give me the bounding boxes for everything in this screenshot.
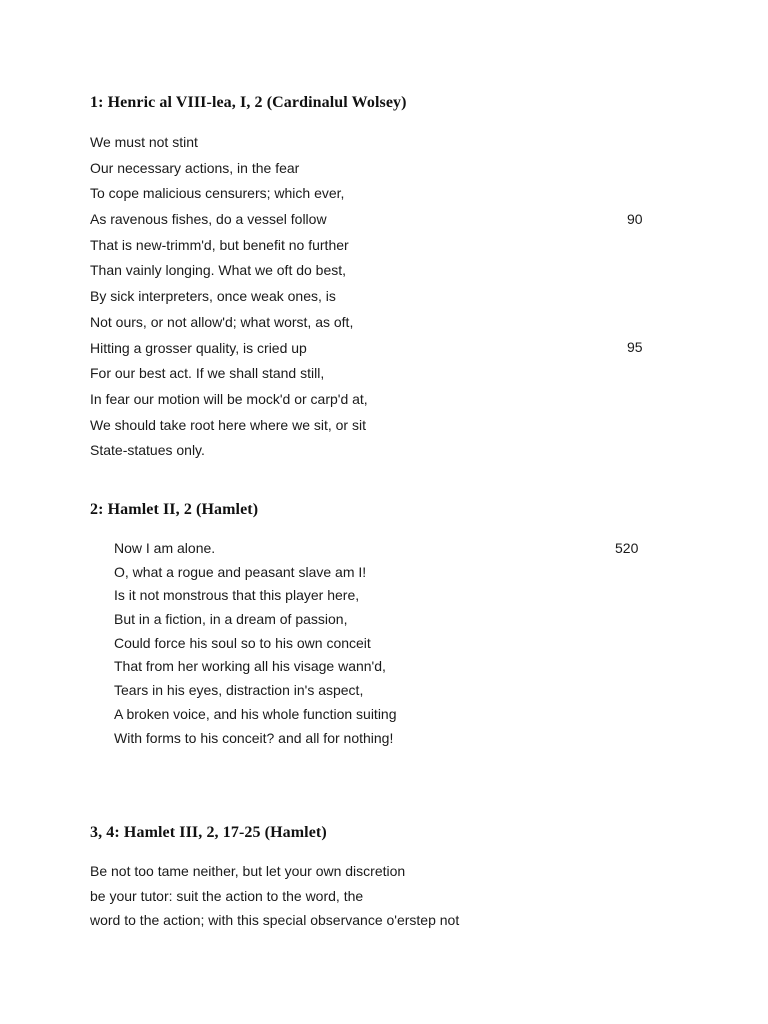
verse-line: That from her working all his visage wann'd, — [114, 658, 386, 675]
verse-line: But in a fiction, in a dream of passion, — [114, 611, 348, 628]
line-number: 90 — [627, 211, 643, 227]
verse-line: Now I am alone. — [114, 540, 216, 556]
verse-line: By sick interpreters, once weak ones, is — [90, 288, 336, 305]
verse-line: Tears in his eyes, distraction in's aspect, — [114, 682, 364, 699]
verse-line: Is it not monstrous that this player here, — [114, 587, 360, 604]
verse-line: In fear our motion will be mock'd or carp'd at, — [90, 390, 368, 407]
verse-line: O, what a rogue and peasant slave am I! — [114, 563, 367, 580]
verse-line: That is new-trimm'd, but benefit no further — [90, 236, 349, 253]
verse-line: A broken voice, and his whole function suiting — [114, 705, 397, 722]
prose-line: Be not too tame neither, but let your own discretion — [90, 863, 406, 879]
section-2-verse — [114, 540, 397, 753]
prose-line: be your tutor: suit the action to the word, the — [90, 887, 364, 904]
section-1-verse — [90, 134, 368, 468]
section-1-heading: 1: Henric al VIII-lea, I, 2 (Cardinalul Wolsey) — [90, 94, 407, 111]
section-3-prose — [90, 863, 459, 937]
line-number: 95 — [627, 339, 643, 355]
verse-line: As ravenous fishes, do a vessel follow — [90, 211, 327, 228]
verse-line: To cope malicious censurers; which ever, — [90, 185, 345, 202]
verse-line: Our necessary actions, in the fear — [90, 159, 300, 176]
verse-line: Than vainly longing. What we oft do best, — [90, 262, 347, 279]
line-number: 520 — [615, 540, 639, 556]
verse-line: Hitting a grosser quality, is cried up — [90, 339, 307, 356]
section-3-heading: 3, 4: Hamlet III, 2, 17-25 (Hamlet) — [90, 824, 327, 841]
verse-line: Could force his soul so to his own conceit — [114, 634, 371, 651]
verse-line: Not ours, or not allow'd; what worst, as oft, — [90, 313, 354, 330]
verse-line: For our best act. If we shall stand still, — [90, 365, 325, 382]
verse-line: We should take root here where we sit, or sit — [90, 416, 366, 433]
verse-line: We must not stint — [90, 134, 198, 150]
verse-line: State-statues only. — [90, 442, 205, 459]
section-2-heading: 2: Hamlet II, 2 (Hamlet) — [90, 501, 259, 518]
prose-line: word to the action; with this special observance o'erstep not — [90, 912, 460, 928]
verse-line: With forms to his conceit? and all for nothing! — [114, 729, 394, 746]
